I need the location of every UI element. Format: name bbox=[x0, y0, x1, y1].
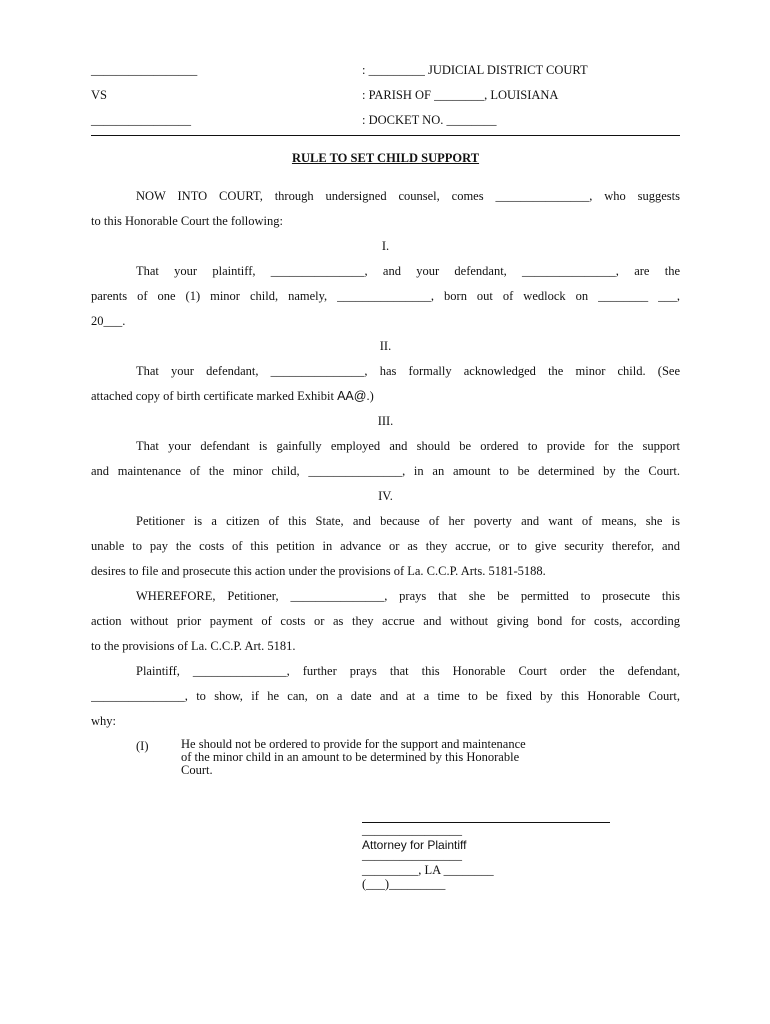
wherefore-line-1: WHEREFORE, Petitioner, _______________, prays that she be permitted to prosecute this bbox=[136, 589, 680, 603]
caption-parish: : PARISH OF ________, LOUISIANA bbox=[362, 88, 559, 102]
section-3-line-1: That your defendant is gainfully employed and should be ordered to provide for the support bbox=[136, 439, 680, 453]
document-title: RULE TO SET CHILD SUPPORT bbox=[291, 151, 480, 165]
plaintiff-prays-line-3: why: bbox=[91, 714, 116, 728]
section-2-line-1: That your defendant, _______________, has formally acknowledged the minor child. (See bbox=[136, 364, 680, 378]
wherefore-line-2: action without prior payment of costs or as they accrue and without giving bond for costs, according bbox=[91, 614, 680, 628]
caption-divider bbox=[91, 135, 680, 136]
plaintiff-prays-line-2: _______________, to show, if he can, on a date and at a time to be fixed by this Honorable Court, bbox=[91, 689, 680, 703]
section-4-line-1: Petitioner is a citizen of this State, and because of her poverty and want of means, she is bbox=[136, 514, 680, 528]
caption-court: : _________ JUDICIAL DISTRICT COURT bbox=[362, 63, 588, 77]
attorney-name-blank: ________________ bbox=[362, 823, 462, 837]
caption-plaintiff-blank: _________________ bbox=[91, 63, 198, 77]
list-item-marker: (I) bbox=[136, 739, 149, 753]
section-heading-4: IV. bbox=[378, 489, 393, 503]
section-heading-2: II. bbox=[379, 339, 392, 353]
attorney-address-blank: ________________ bbox=[362, 848, 462, 862]
caption-vs: VS bbox=[91, 88, 107, 102]
section-2-line-2 bbox=[91, 388, 374, 404]
list-item-line-3: Court. bbox=[181, 763, 213, 777]
list-item-line-2: of the minor child in an amount to be determined by this Honorable bbox=[181, 750, 520, 764]
section-4-line-2: unable to pay the costs of this petition in advance or as they accrue, or to give security therefor, and bbox=[91, 539, 680, 553]
caption-docket: : DOCKET NO. ________ bbox=[362, 113, 497, 127]
section-2-line-2-suffix: .) bbox=[366, 389, 374, 403]
section-heading-1: I. bbox=[381, 239, 390, 253]
list-item-line-1: He should not be ordered to provide for the support and maintenance bbox=[181, 737, 526, 751]
attorney-role: Attorney for Plaintiff bbox=[362, 838, 467, 852]
section-1-line-3: 20___. bbox=[91, 314, 126, 328]
intro-line-2: to this Honorable Court the following: bbox=[91, 214, 283, 228]
section-1-line-2: parents of one (1) minor child, namely, _______________, born out of wedlock on ________ ___, bbox=[91, 289, 680, 303]
exhibit-label: AA@ bbox=[337, 389, 367, 403]
section-3-line-2: and maintenance of the minor child, _______________, in an amount to be determined by the Court. bbox=[91, 464, 680, 478]
section-4-line-3: desires to file and prosecute this action under the provisions of La. C.C.P. Arts. 5181-5188. bbox=[91, 564, 546, 578]
attorney-phone: (___)_________ bbox=[362, 877, 446, 891]
plaintiff-prays-line-1: Plaintiff, _______________, further prays that this Honorable Court order the defendant, bbox=[136, 664, 680, 678]
caption-defendant-blank: ________________ bbox=[91, 113, 191, 127]
section-1-line-1: That your plaintiff, _______________, and your defendant, _______________, are the bbox=[136, 264, 680, 278]
attorney-city-state: _________, LA ________ bbox=[362, 863, 494, 877]
wherefore-line-3: to the provisions of La. C.C.P. Art. 5181. bbox=[91, 639, 296, 653]
section-heading-3: III. bbox=[377, 414, 394, 428]
section-2-line-2-prefix: attached copy of birth certificate marked Exhibit bbox=[91, 389, 338, 403]
intro-line-1: NOW INTO COURT, through undersigned counsel, comes _______________, who suggests bbox=[136, 189, 680, 203]
